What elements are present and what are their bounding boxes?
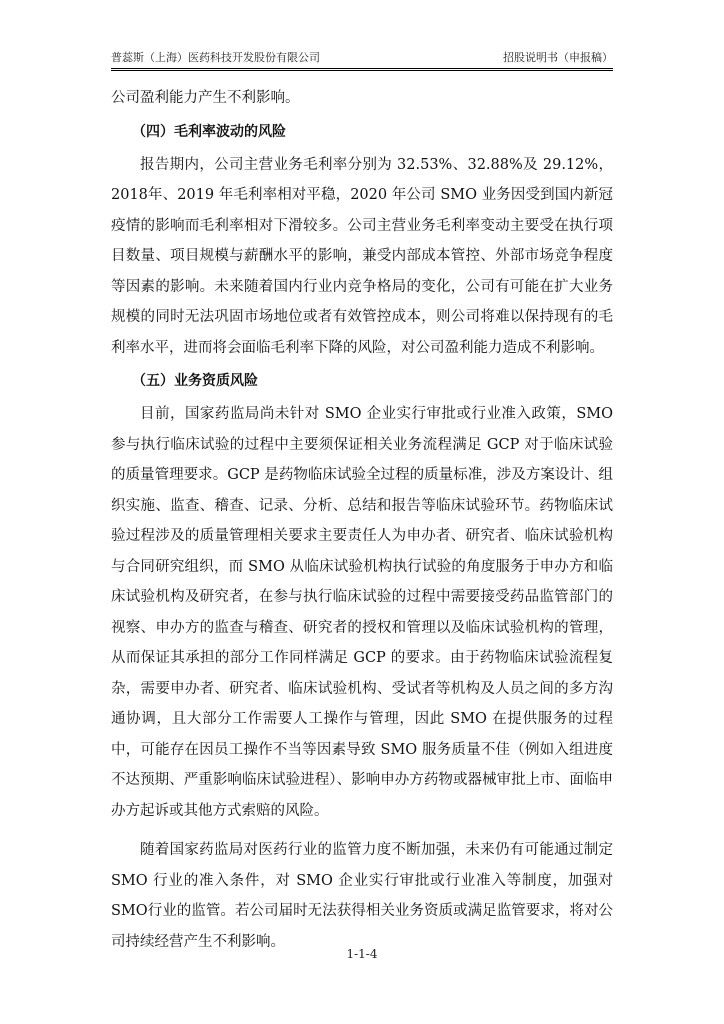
continuation-paragraph: 公司盈利能力产生不利影响。 [111, 90, 300, 106]
document-body [111, 83, 613, 957]
section-5-title: （五）业务资质风险 [132, 373, 258, 389]
page-header [111, 49, 613, 67]
header-company-name: 普蕊斯（上海）医药科技开发股份有限公司 [111, 51, 320, 64]
page-number: 1-1-4 [346, 947, 378, 961]
section-4-title: （四）毛利率波动的风险 [132, 123, 286, 140]
section-5-paragraph-2: 随着国家药监局对医药行业的监管力度不断加强，未来仍有可能通过制定SMO 行业的准入条件，对 SMO 企业实行审批或行业准入等制度，加强对 SMO行业的监管。若公司届时无法获得相关业务资质或满足监管要求，将对公司持续经营产生不利影响。 [111, 842, 613, 950]
header-document-type: 招股说明书（申报稿） [503, 51, 613, 64]
section-5-paragraph-1: 目前，国家药监局尚未针对 SMO 企业实行审批或行业准入政策，SMO 参与执行临床试验的过程中主要须保证相关业务流程满足 GCP 对于临床试验的质量管理要求。GCP 是药物临床试验全过程的质量标准，涉及方案设计、组织实施、监查、稽查、记录、分析、总结和报告等临床试验环节。药物临床试验过程涉及的质量管理相关要求主要责任人为申办者、研究者、临床试验机构与合同研究组织，而 SMO 从临床试验机构执行试验的角度服务于申办方和临床试验机构及研究者，在参与执行临床试验的过程中需要接受药品监管部门的视察、申办方的监查与稽查、研究者的授权和管理以及临床试验机构的管理，从而保证其承担的部分工作同样满足 GCP 的要求。由于药物临床试验流程复杂，需要申办者、研究者、临床试验机构、受试者等机构及人员之间的多方沟通协调，且大部分工作需要人工操作与管理，因此 SMO 在提供服务的过程中，可能存在因员工操作不当等因素导致 SMO 服务质量不佳（例如入组进度不达预期、严重影响临床试验进程）、影响申办方药物或器械审批上市、面临申办方起诉或其他方式索赔的风险。 [111, 406, 613, 819]
section-4-paragraph: 报告期内，公司主营业务毛利率分别为 32.53%、32.88%及 29.12%，2018年、2019 年毛利率相对平稳，2020 年公司 SMO 业务因受到国内新冠疫情的影响而毛利率相对下滑较多。公司主营业务毛利率变动主要受在执行项目数量、项目规模与薪酬水平的影响，兼受内部成本管控、外部市场竞争程度等因素的影响。未来随着国内行业内竞争格局的变化，公司有可能在扩大业务规模的同时无法巩固市场地位或者有效管控成本，则公司将难以保持现有的毛利率水平，进而将会面临毛利率下降的风险，对公司盈利能力造成不利影响。 [111, 156, 613, 356]
header-divider [111, 68, 613, 71]
